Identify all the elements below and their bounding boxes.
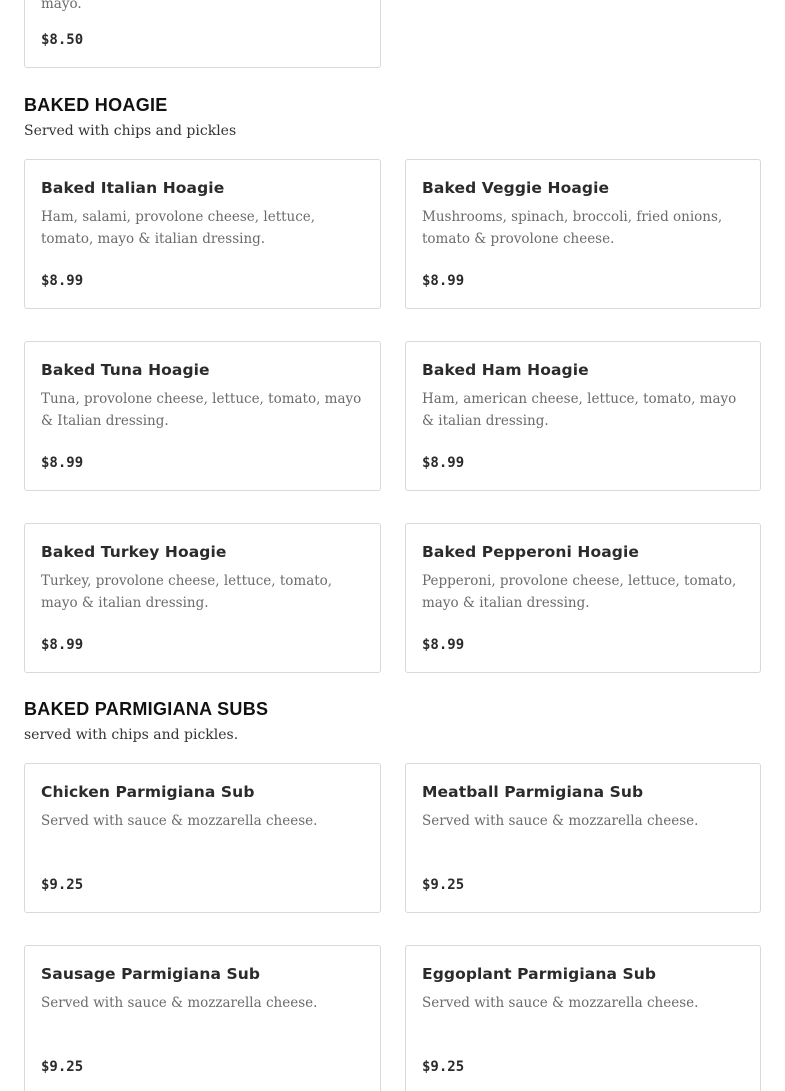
- item-name: Chicken Parmigiana Sub: [41, 783, 255, 801]
- section-subtitle: Served with chips and pickles: [24, 123, 237, 139]
- item-price: $9.25: [422, 1059, 465, 1075]
- item-name: Baked Tuna Hoagie: [41, 361, 210, 379]
- menu-item-card[interactable]: [405, 763, 761, 913]
- item-description: Turkey, provolone cheese, lettuce, tomato, mayo & italian dressing.: [41, 573, 333, 611]
- item-price: $8.99: [41, 455, 84, 471]
- menu-item-card[interactable]: [405, 159, 761, 309]
- item-price: $8.99: [41, 273, 84, 289]
- item-price: $8.50: [41, 32, 84, 48]
- item-price: $9.25: [41, 877, 84, 893]
- item-price: $9.25: [41, 1059, 84, 1075]
- item-name: Meatball Parmigiana Sub: [422, 783, 644, 801]
- menu-item-card[interactable]: [405, 341, 761, 491]
- section-subtitle: served with chips and pickles.: [24, 727, 239, 743]
- menu-item-card[interactable]: [24, 159, 381, 309]
- menu-item-card[interactable]: [24, 0, 381, 68]
- item-price: $9.25: [422, 877, 465, 893]
- item-name: Baked Italian Hoagie: [41, 179, 225, 197]
- section-title: BAKED PARMIGIANA SUBS: [24, 699, 269, 719]
- item-description: Served with sauce & mozzarella cheese.: [41, 813, 318, 829]
- item-name: Eggoplant Parmigiana Sub: [422, 965, 657, 983]
- item-price: $8.99: [41, 637, 84, 653]
- item-description: Ham, salami, provolone cheese, lettuce, tomato, mayo & italian dressing.: [41, 209, 316, 247]
- item-description: mayo.: [41, 0, 82, 12]
- item-description: Tuna, provolone cheese, lettuce, tomato, mayo & Italian dressing.: [41, 391, 362, 429]
- section-title: BAKED HOAGIE: [24, 95, 168, 115]
- item-description: Ham, american cheese, lettuce, tomato, mayo & italian dressing.: [422, 391, 737, 429]
- item-price: $8.99: [422, 273, 465, 289]
- item-name: Sausage Parmigiana Sub: [41, 965, 261, 983]
- item-description: Pepperoni, provolone cheese, lettuce, tomato, mayo & italian dressing.: [422, 573, 737, 611]
- item-price: $8.99: [422, 637, 465, 653]
- item-description: Served with sauce & mozzarella cheese.: [422, 995, 699, 1011]
- menu-item-card[interactable]: [24, 945, 381, 1091]
- menu-item-card[interactable]: [405, 523, 761, 673]
- menu-item-card[interactable]: [24, 763, 381, 913]
- item-name: Baked Pepperoni Hoagie: [422, 543, 639, 561]
- menu-item-card[interactable]: [24, 523, 381, 673]
- item-description: Served with sauce & mozzarella cheese.: [41, 995, 318, 1011]
- menu-item-card[interactable]: [405, 945, 761, 1091]
- item-description: Mushrooms, spinach, broccoli, fried onions, tomato & provolone cheese.: [422, 209, 723, 247]
- menu-item-card[interactable]: [24, 341, 381, 491]
- item-name: Baked Veggie Hoagie: [422, 179, 610, 197]
- item-name: Baked Ham Hoagie: [422, 361, 589, 379]
- item-name: Baked Turkey Hoagie: [41, 543, 227, 561]
- item-description: Served with sauce & mozzarella cheese.: [422, 813, 699, 829]
- item-price: $8.99: [422, 455, 465, 471]
